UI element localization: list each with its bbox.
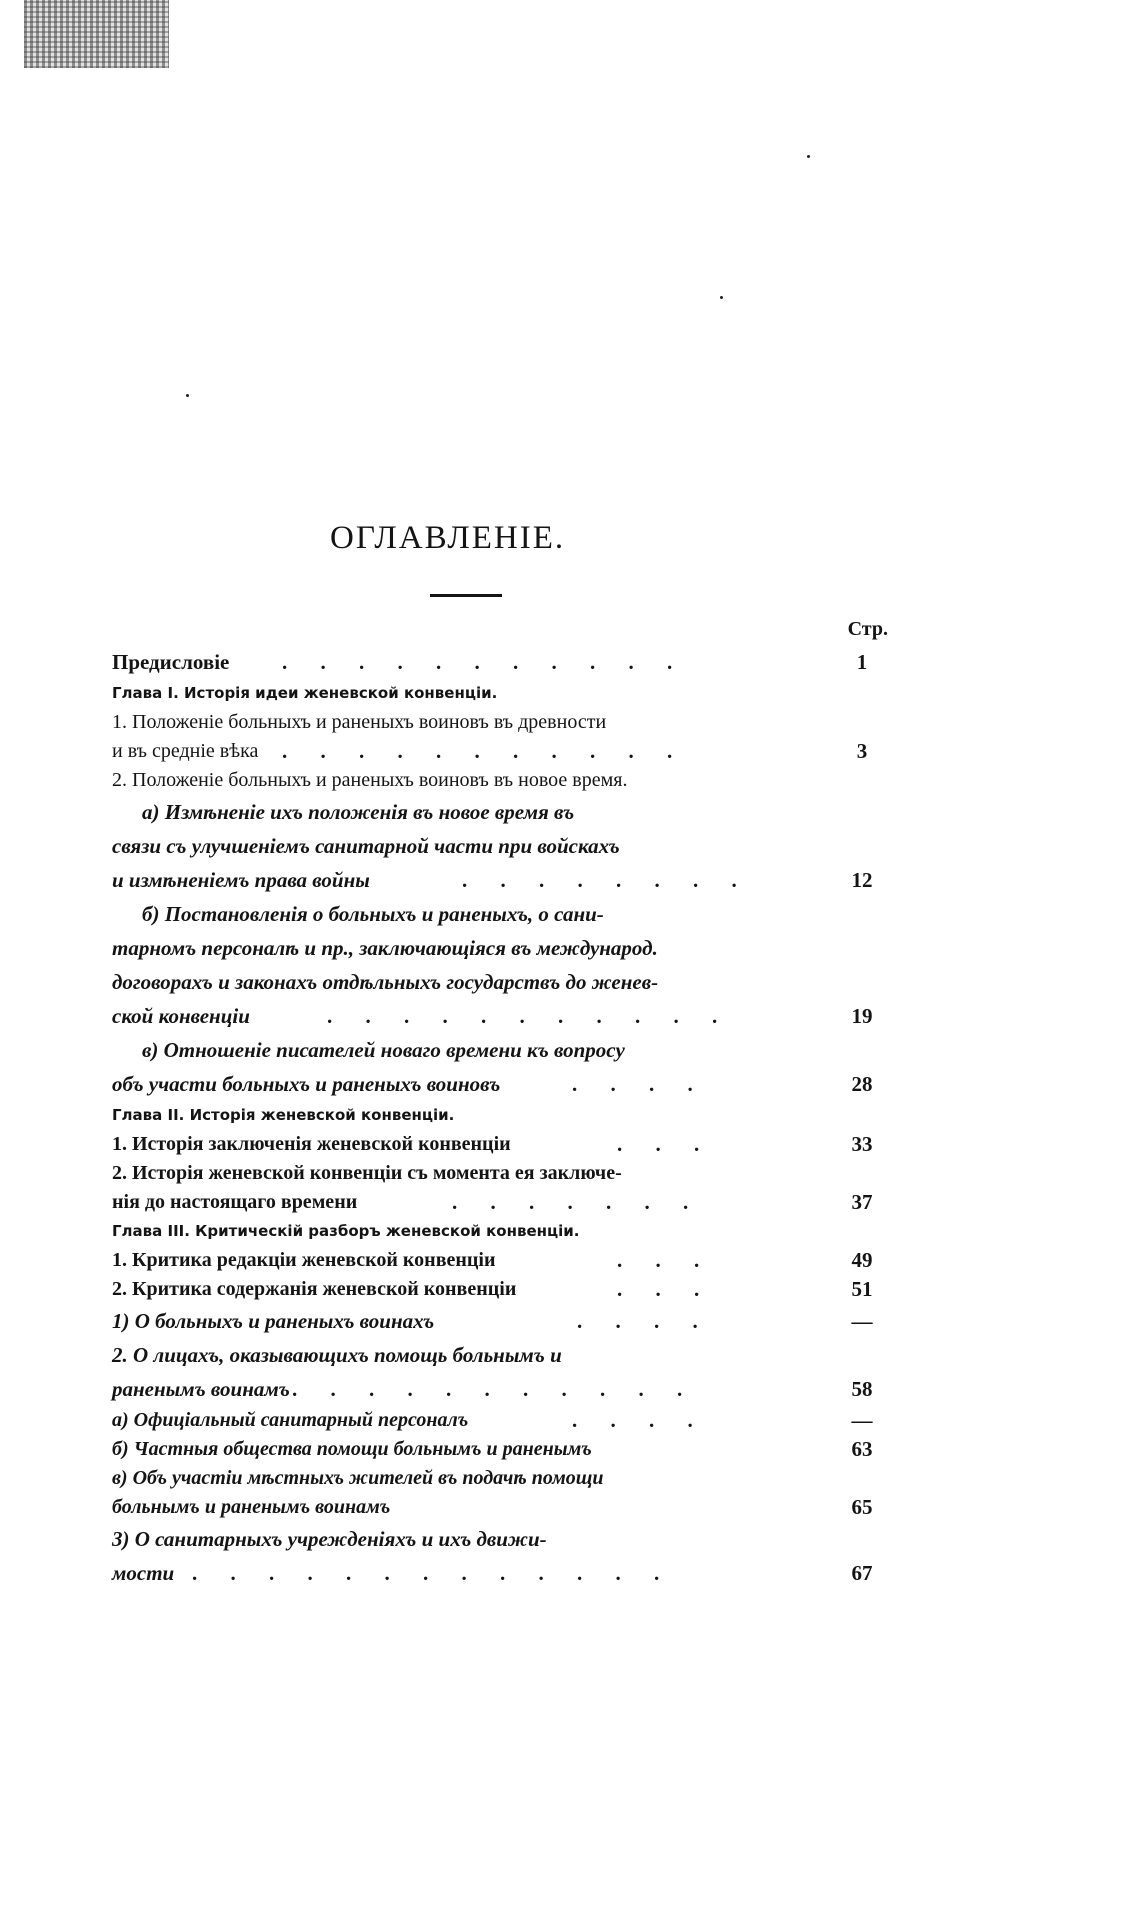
dot-leader: . . . . [572, 1408, 707, 1432]
dot-leader: . . . . . . . . . . . [282, 650, 687, 674]
entry-text: б) Частныя общества помощи больнымъ и раненымъ [112, 1438, 592, 1460]
toc-entry [112, 708, 892, 737]
dot-leader: . . . . [572, 1072, 707, 1096]
page-number: — [851, 1408, 873, 1432]
entry-text: б) Постановленія о больныхъ и раненыхъ, о сани- [142, 902, 604, 926]
page-number: 51 [851, 1277, 873, 1301]
scan-artifact [24, 0, 169, 68]
speck [720, 296, 723, 299]
page-number: 67 [851, 1561, 873, 1585]
toc-entry [112, 1188, 892, 1217]
entry-text: в) Объ участіи мѣстныхъ жителей въ подачѣ помощи [112, 1467, 604, 1489]
toc-entry [112, 1067, 892, 1101]
entry-text: и въ средніе вѣка [112, 740, 259, 762]
toc-entry [112, 1556, 892, 1590]
toc-entry [112, 1275, 892, 1304]
page-number: 63 [851, 1437, 873, 1461]
title-rule [430, 594, 502, 597]
toc-entry [112, 1338, 892, 1372]
dot-leader: . . . . . . . . . . . [282, 739, 687, 763]
dot-leader: . . . . . . . . . . . [327, 1004, 732, 1028]
entry-text: связи съ улучшеніемъ санитарной части при войскахъ [112, 834, 620, 858]
page-number: 28 [851, 1072, 873, 1096]
dot-leader: . . . . . . . . . . . . . [192, 1561, 674, 1585]
toc-chapter [112, 1217, 892, 1246]
entry-text: ской конвенціи [112, 1004, 250, 1028]
entry-text: нія до настоящаго времени [112, 1191, 358, 1213]
toc-entry [112, 863, 892, 897]
dot-leader: . . . [617, 1132, 714, 1156]
dot-leader: . . . . . . . . . . . [292, 1377, 697, 1401]
entry-text: 2. Критика содержанія женевской конвенціи [112, 1278, 517, 1300]
toc-entry [112, 965, 892, 999]
chapter-heading: Глава III. Критическій разборъ женевской конвенціи. [112, 1222, 580, 1240]
toc-entry [112, 1464, 892, 1493]
toc-entry [112, 897, 892, 931]
page-number: 12 [851, 868, 873, 892]
entry-text: в) Отношеніе писателей новаго времени къ вопросу [142, 1038, 625, 1062]
entry-text: а) Измѣненіе ихъ положенія въ новое время въ [142, 800, 575, 824]
entry-text: 1. Исторія заключенія женевской конвенціи [112, 1133, 511, 1155]
speck [807, 155, 810, 158]
page-number: 37 [851, 1190, 873, 1214]
dot-leader: . . . [617, 1248, 714, 1272]
speck [186, 394, 189, 397]
entry-text: 1. Положеніе больныхъ и раненыхъ воиновъ въ древности [112, 711, 607, 733]
page-title: ОГЛАВЛЕНІЕ. [330, 520, 566, 556]
page-number: 49 [851, 1248, 873, 1272]
entry-text: и измѣненіемъ права войны [112, 868, 370, 892]
dot-leader: . . . [617, 1277, 714, 1301]
toc-entry [112, 1522, 892, 1556]
page-number: — [851, 1309, 873, 1333]
toc-entry [112, 1246, 892, 1275]
toc-entry [112, 1435, 892, 1464]
toc-entry [112, 737, 892, 766]
entry-text: раненымъ воинамъ [112, 1377, 290, 1401]
entry-text: 2. Положеніе больныхъ и раненыхъ воиновъ въ новое время. [112, 769, 628, 791]
toc-chapter [112, 679, 892, 708]
table-of-contents [112, 615, 892, 1590]
entry-text: 1) О больныхъ и раненыхъ воинахъ [112, 1309, 435, 1333]
entry-text: мости [112, 1561, 175, 1585]
entry-text: договорахъ и законахъ отдѣльныхъ государствъ до женев- [112, 970, 659, 994]
entry-text: больнымъ и раненымъ воинамъ [112, 1496, 391, 1518]
page-number: 1 [856, 650, 868, 674]
entry-text: Предисловіе [112, 650, 230, 674]
toc-entry [112, 931, 892, 965]
toc-entry [112, 795, 892, 829]
entry-text: 2. О лицахъ, оказывающихъ помощь больнымъ и [112, 1343, 562, 1367]
dot-leader: . . . . . . . [452, 1190, 703, 1214]
entry-text: тарномъ персоналѣ и пр., заключающіяся въ международ. [112, 936, 658, 960]
page-number: 58 [851, 1377, 873, 1401]
toc-entry [112, 829, 892, 863]
entry-text: 3) О санитарныхъ учрежденіяхъ и ихъ движи- [112, 1527, 547, 1551]
toc-entry [112, 645, 892, 679]
page-number: 19 [851, 1004, 873, 1028]
toc-entry [112, 1372, 892, 1406]
entry-text: а) Офиціальный санитарный персоналъ [112, 1409, 469, 1431]
page-number: 33 [851, 1132, 873, 1156]
dot-leader: . . . . [577, 1309, 712, 1333]
toc-entry [112, 1159, 892, 1188]
toc-entry [112, 1406, 892, 1435]
chapter-heading: Глава II. Исторія женевской конвенціи. [112, 1106, 455, 1124]
chapter-heading: Глава I. Исторія идеи женевской конвенціи. [112, 684, 498, 702]
toc-entry [112, 1493, 892, 1522]
toc-entry [112, 1304, 892, 1338]
dot-leader: . . . . . . . . [462, 868, 751, 892]
toc-entry [112, 999, 892, 1033]
toc-chapter [112, 1101, 892, 1130]
toc-entry [112, 766, 892, 795]
page-column-header: Стр. [847, 618, 888, 640]
entry-text: объ участи больныхъ и раненыхъ воиновъ [112, 1072, 501, 1096]
entry-text: 2. Исторія женевской конвенціи съ момента ея заключе- [112, 1162, 622, 1184]
page-number: 65 [851, 1495, 873, 1519]
page-number: 3 [856, 739, 868, 763]
entry-text: 1. Критика редакціи женевской конвенціи [112, 1249, 496, 1271]
toc-entry [112, 1033, 892, 1067]
toc-entry [112, 1130, 892, 1159]
